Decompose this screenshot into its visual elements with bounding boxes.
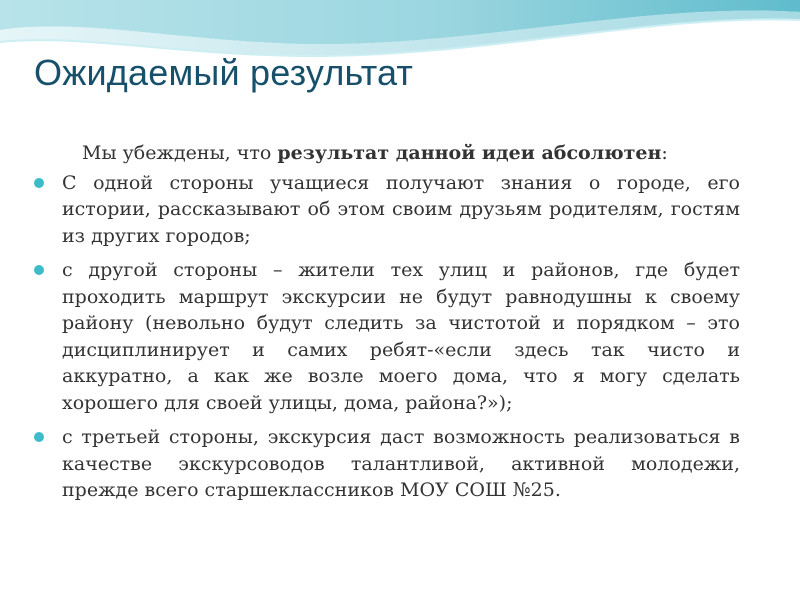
- bullet-item: [34, 170, 740, 250]
- bullet-text: с третьей стороны, экскурсия даст возможность реализоваться в качестве экскурсоводов талантливой, активной молодежи, прежде всего старшеклассников МОУ СОШ №25.: [62, 426, 740, 501]
- intro-prefix: Мы убеждены, что: [82, 142, 278, 164]
- slide-title: Ожидаемый результат: [34, 52, 414, 93]
- intro-suffix: :: [661, 142, 668, 164]
- bullet-item: [34, 424, 740, 504]
- bullet-text: с другой стороны – жители тех улиц и районов, где будет проходить маршрут экскурсии не будут равнодушны к своему району (невольно будут следить за чистотой и порядком – это дисциплинирует и самих ребят-«если здесь так чисто и аккуратно, а как же возле моего дома, что я могу сделать хорошего для своей улицы, дома, района?»);: [62, 259, 740, 414]
- intro-emphasis: результат данной идеи абсолютен: [277, 142, 662, 164]
- slide-content: [34, 140, 740, 512]
- bullet-text: С одной стороны учащиеся получают знания о городе, его истории, рассказывают об этом своим друзьям родителям, гостям из других городов;: [62, 171, 740, 247]
- bullet-dot-icon: [34, 265, 44, 275]
- bullet-list: [34, 170, 740, 504]
- bullet-item: [34, 257, 740, 416]
- bullet-dot-icon: [34, 178, 44, 188]
- bullet-dot-icon: [34, 432, 44, 442]
- intro-line: [34, 140, 740, 167]
